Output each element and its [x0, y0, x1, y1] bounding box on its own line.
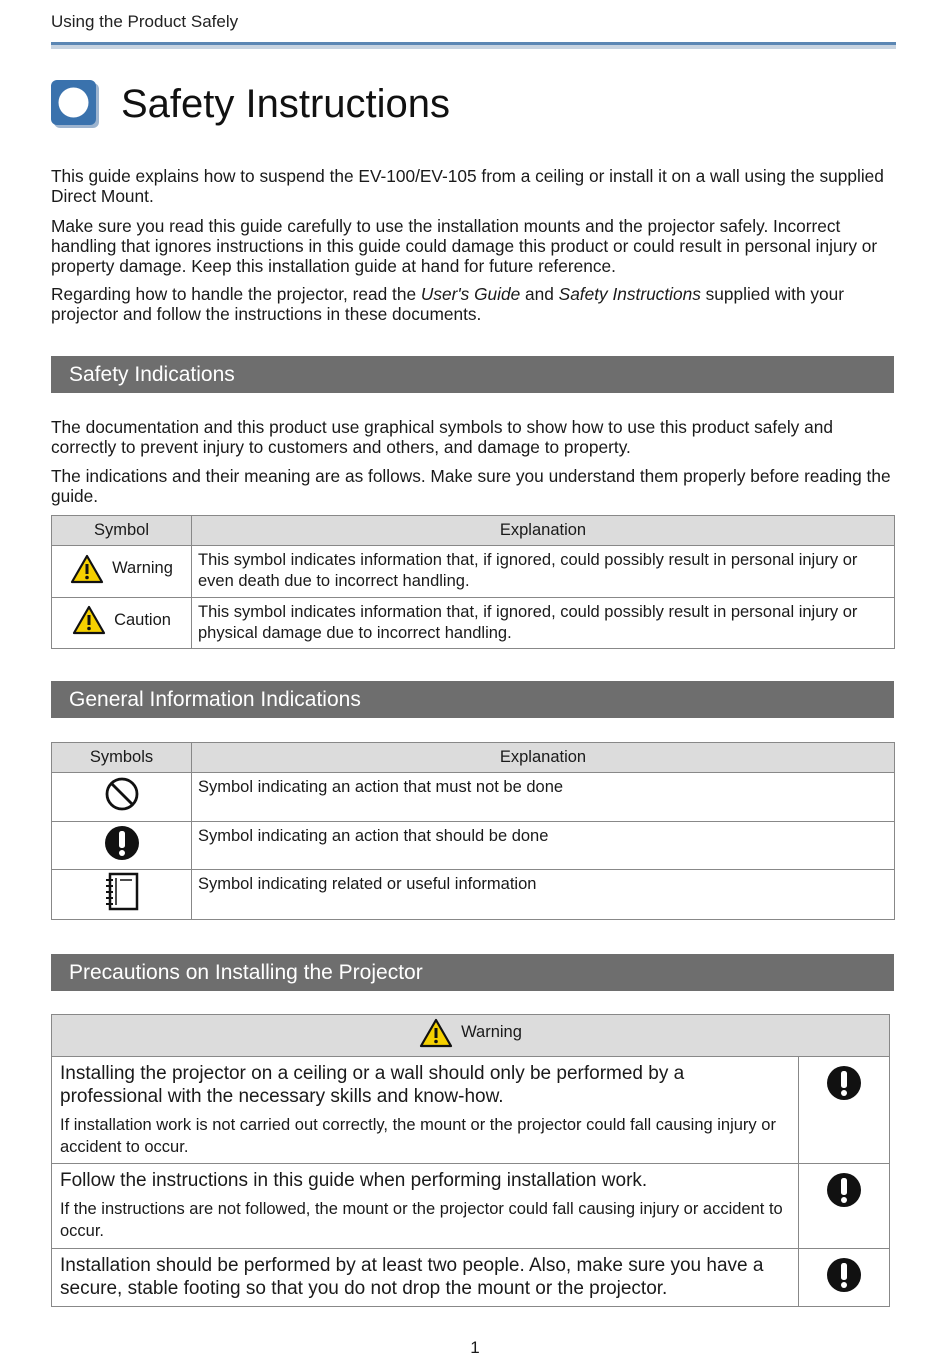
header-rule-shadow — [51, 45, 896, 49]
symbol-label: Warning — [112, 559, 173, 577]
intro-paragraph-1: This guide explains how to suspend the EV-100/EV-105 from a ceiling or install it on a wall using the supplied Direct Mount. — [51, 166, 884, 206]
explanation-cell: This symbol indicates information that, if ignored, could possibly result in personal injury or physical damage due to incorrect handling. — [192, 598, 895, 649]
precaution-text-cell — [52, 1249, 799, 1307]
mandatory-action-icon — [826, 1172, 862, 1208]
mandatory-action-icon — [826, 1065, 862, 1101]
explanation-cell: Symbol indicating an action that should be done — [192, 822, 895, 870]
column-header-symbols: Symbols — [52, 743, 192, 773]
warning-triangle-icon — [72, 605, 106, 635]
precaution-text-cell — [52, 1164, 799, 1249]
table-row — [52, 870, 895, 920]
table-row — [52, 1249, 890, 1307]
precaution-main-text: Installation should be performed by at least two people. Also, make sure you have a secure, stable footing so that you do not drop the mount or the projector. — [60, 1255, 764, 1299]
section-bullet-icon — [51, 80, 99, 128]
symbol-cell — [52, 546, 192, 598]
warning-label: Warning — [461, 1023, 522, 1041]
table-row — [52, 546, 895, 598]
users-guide-title: User's Guide — [420, 284, 521, 304]
section-heading-precautions: Precautions on Installing the Projector — [51, 954, 894, 991]
column-header-symbol: Symbol — [52, 516, 192, 546]
symbol-label: Caution — [114, 610, 171, 629]
symbol-cell — [52, 870, 192, 920]
notebook-icon — [104, 872, 140, 912]
table-row — [52, 598, 895, 649]
precaution-sub-text: If the instructions are not followed, the mount or the projector could fall causing injury or accident to occur. — [60, 1200, 783, 1240]
general-information-table — [51, 742, 895, 920]
precautions-warning-table — [51, 1014, 890, 1307]
safety-paragraph-2: The indications and their meaning are as follows. Make sure you understand them properly before reading the guide. — [51, 466, 891, 506]
table-row — [52, 1164, 890, 1249]
symbol-cell — [52, 822, 192, 870]
symbol-cell — [52, 598, 192, 649]
table-row — [52, 822, 895, 870]
table-header-row — [52, 743, 895, 773]
page-title-row — [51, 80, 450, 128]
running-header: Using the Product Safely — [51, 12, 239, 31]
explanation-cell: Symbol indicating an action that must not be done — [192, 773, 895, 822]
explanation-cell: This symbol indicates information that, if ignored, could possibly result in personal injury or even death due to incorrect handling. — [192, 546, 895, 598]
mandatory-action-icon — [104, 825, 140, 861]
precaution-icon-cell — [799, 1249, 890, 1307]
section-heading-general-information: General Information Indications — [51, 681, 894, 718]
symbol-cell — [52, 773, 192, 822]
precaution-main-text: Follow the instructions in this guide when performing installation work. — [60, 1170, 648, 1191]
intro-paragraph-3: Regarding how to handle the projector, read the User's Guide and Safety Instructions supplied with your projector and follow the instructions in these documents. — [51, 284, 844, 324]
prohibited-icon — [104, 776, 140, 812]
mandatory-action-icon — [826, 1257, 862, 1293]
precaution-main-text: Installing the projector on a ceiling or a wall should only be performed by a professional with the necessary skills and know-how. — [60, 1063, 685, 1107]
warning-header-row — [52, 1015, 890, 1057]
table-row — [52, 1057, 890, 1164]
precaution-icon-cell — [799, 1164, 890, 1249]
page-title: Safety Instructions — [121, 81, 451, 126]
safety-indications-table — [51, 515, 895, 649]
explanation-cell: Symbol indicating related or useful information — [192, 870, 895, 920]
safety-instructions-title: Safety Instructions — [558, 284, 701, 304]
warning-triangle-icon — [70, 554, 104, 584]
precaution-sub-text: If installation work is not carried out correctly, the mount or the projector could fall causing injury or accident to occur. — [60, 1116, 776, 1156]
intro-paragraph-2: Make sure you read this guide carefully to use the installation mounts and the projector safely. Incorrect handling that ignores instructions in this guide could damage this product or could result in personal injury or property damage. Keep this installation guide at hand for future reference. — [51, 216, 878, 276]
table-header-row — [52, 516, 895, 546]
table-row — [52, 773, 895, 822]
page-number: 1 — [470, 1338, 480, 1357]
warning-triangle-icon — [419, 1018, 453, 1048]
precaution-icon-cell — [799, 1057, 890, 1164]
warning-header-cell — [52, 1015, 890, 1057]
section-heading-safety-indications: Safety Indications — [51, 356, 894, 393]
precaution-text-cell — [52, 1057, 799, 1164]
safety-paragraph-1: The documentation and this product use graphical symbols to show how to use this product safely and correctly to prevent injury to customers and others, and damage to property. — [51, 417, 833, 457]
column-header-explanation: Explanation — [192, 516, 895, 546]
column-header-explanation: Explanation — [192, 743, 895, 773]
